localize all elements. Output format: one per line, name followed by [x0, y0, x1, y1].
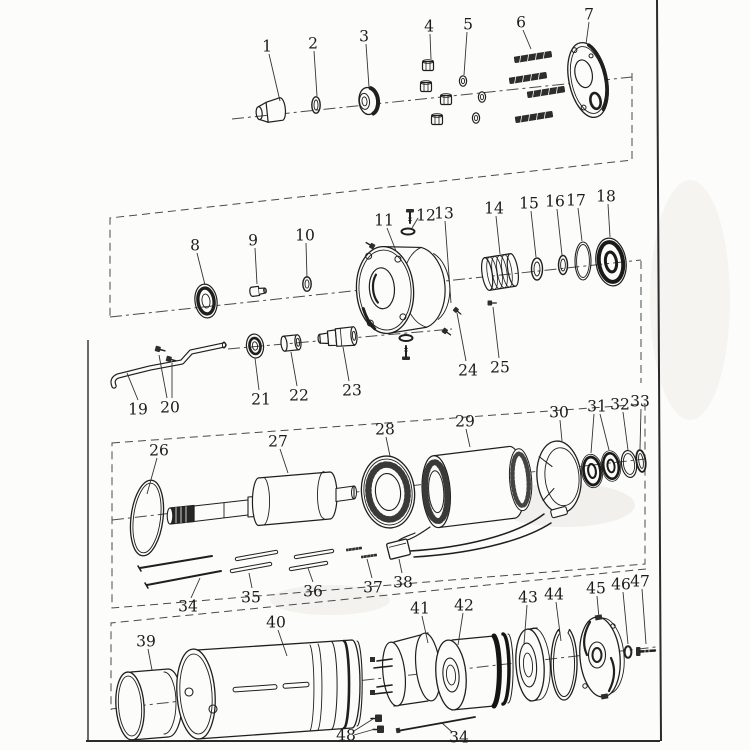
leader-line-48: [354, 729, 375, 735]
part-label-3: 3: [359, 27, 369, 46]
part-11-upper-bearing-housing: [354, 242, 453, 335]
part-label-7: 7: [584, 5, 594, 24]
part-38-cable-clamp: [386, 539, 410, 560]
part-36-pins: [291, 551, 332, 569]
leader-line-9: [255, 248, 257, 284]
part-label-38: 38: [393, 573, 413, 592]
part-label-1: 1: [262, 37, 272, 56]
leader-line-31: [591, 414, 594, 453]
part-39-adapter-sleeve: [114, 669, 182, 741]
leader-line-20: [159, 355, 167, 398]
part-label-5: 5: [463, 15, 473, 34]
part-45-pump-end-cover: [577, 614, 628, 699]
part-label-36: 36: [303, 582, 323, 601]
part-label-11: 11: [374, 211, 394, 230]
leader-line-28: [386, 437, 390, 456]
leader-line-37: [367, 559, 372, 578]
part-26-large-o-ring: [126, 478, 167, 557]
leader-line-21: [255, 358, 259, 390]
part-2-o-ring-small: [312, 97, 320, 113]
part-label-32: 32: [610, 395, 630, 414]
scan-shading: [270, 180, 730, 615]
part-label-19: 19: [128, 400, 148, 419]
leader-line-8: [197, 253, 205, 285]
leader-line-3: [366, 44, 369, 87]
part-label-10: 10: [295, 226, 315, 245]
part-31-bearings: [579, 449, 622, 489]
part-7-top-flange: [562, 39, 615, 121]
part-label-46: 46: [611, 575, 631, 594]
part-8-shaft-seal-ring: [193, 283, 220, 320]
part-44-snap-ring: [551, 630, 577, 701]
part-43-bearing-gland: [514, 627, 553, 702]
part-label-22: 22: [289, 386, 309, 405]
part-32-spacer-ring: [620, 450, 639, 479]
section-4-shell-and-pump-end-parts: [114, 614, 655, 741]
leader-line-22: [291, 352, 297, 386]
part-label-21: 21: [251, 390, 271, 409]
part-3-coupling-nut: [358, 87, 380, 116]
part-9-plug-bolt: [249, 285, 267, 296]
part-37-threaded-studs: [346, 547, 377, 559]
part-label-33: 33: [630, 392, 650, 411]
leader-line-34: [191, 578, 200, 598]
part-4-hex-nuts: [421, 60, 452, 125]
leader-line-32: [623, 412, 628, 450]
leader-line-26: [147, 458, 157, 494]
leader-line-31: [600, 414, 609, 450]
part-label-16: 16: [545, 192, 565, 211]
part-label-24: 24: [458, 361, 478, 380]
part-27-rotor-shaft: [167, 472, 356, 526]
leader-line-42: [458, 613, 463, 645]
part-label-48: 48: [336, 726, 356, 745]
leader-line-33: [640, 409, 641, 449]
part-41-capacitor-housing: [370, 632, 443, 707]
part-label-34: 34: [178, 597, 198, 616]
part-10-washer-ring: [303, 277, 311, 291]
leader-line-46: [623, 592, 628, 644]
part-label-27: 27: [268, 432, 288, 451]
part-14-spring-coupling: [480, 253, 521, 291]
leader-line-4: [430, 34, 431, 59]
part-label-15: 15: [519, 194, 539, 213]
leader-line-5: [464, 32, 467, 75]
part-label-26: 26: [149, 441, 169, 460]
part-label-23: 23: [342, 381, 362, 400]
leader-line-19: [127, 373, 138, 400]
leader-line-25: [493, 307, 499, 358]
leader-line-14: [496, 216, 500, 254]
leader-line-13: [445, 221, 451, 303]
part-46-seal-washer: [625, 646, 632, 658]
part-42-seal-housing: [433, 634, 513, 711]
part-28-stator-lamination-end: [358, 453, 418, 530]
leader-line-35: [249, 573, 252, 588]
part-label-2: 2: [308, 34, 318, 53]
leader-line-18: [608, 204, 610, 237]
part-number-labels: [127, 6, 650, 747]
part-label-8: 8: [190, 236, 200, 255]
leader-line-10: [306, 243, 307, 278]
leader-line-1: [269, 54, 280, 101]
part-label-12: 12: [416, 206, 436, 225]
part-label-34: 34: [449, 728, 469, 747]
part-23-valve-fitting: [317, 327, 357, 349]
part-35-pins: [232, 552, 276, 571]
part-18-ball-bearing: [593, 236, 629, 288]
part-label-25: 25: [490, 358, 510, 377]
part-label-40: 40: [266, 613, 286, 632]
part-label-13: 13: [434, 204, 454, 223]
part-label-35: 35: [241, 588, 261, 607]
leader-line-38: [399, 559, 402, 573]
part-label-45: 45: [586, 579, 606, 598]
part-label-44: 44: [544, 585, 564, 604]
part-label-28: 28: [375, 420, 395, 439]
part-label-42: 42: [454, 596, 474, 615]
part-label-6: 6: [516, 13, 526, 32]
part-29-stator-assembly: [419, 445, 534, 528]
part-label-47: 47: [630, 572, 650, 591]
leader-line-47: [642, 589, 646, 644]
part-16-retainer-ring: [559, 256, 568, 275]
part-label-18: 18: [596, 187, 616, 206]
part-15-o-ring: [532, 258, 543, 280]
part-label-43: 43: [518, 588, 538, 607]
part-5-spring-washers: [459, 76, 485, 123]
leader-line-16: [557, 209, 562, 255]
leader-line-36: [308, 568, 313, 582]
leader-line-15: [531, 211, 536, 257]
leader-line-2: [314, 51, 317, 96]
part-25-set-screw: [488, 301, 497, 306]
leader-line-29: [466, 429, 470, 447]
part-34-tie-rods-long: [138, 556, 221, 588]
leader-line-17: [578, 208, 582, 241]
leader-line-30: [560, 420, 562, 441]
part-label-37: 37: [363, 578, 383, 597]
part-label-39: 39: [136, 632, 156, 651]
leader-line-39: [148, 649, 152, 670]
part-label-4: 4: [424, 17, 434, 36]
part-48-terminal-screws: [371, 715, 384, 734]
leader-line-23: [343, 347, 349, 381]
leader-line-7: [586, 22, 589, 44]
part-label-29: 29: [455, 412, 475, 431]
leader-line-6: [523, 30, 531, 49]
part-20-pipe-screws: [155, 346, 177, 364]
part-17-gasket-ring: [575, 242, 591, 280]
part-label-17: 17: [566, 191, 586, 210]
leader-line-45: [597, 596, 599, 618]
part-label-14: 14: [484, 199, 504, 218]
part-label-20: 20: [160, 398, 180, 417]
part-label-41: 41: [410, 599, 430, 618]
leader-line-24: [457, 313, 466, 361]
leader-line-27: [280, 449, 288, 473]
part-40-motor-shell: [174, 640, 362, 740]
part-label-9: 9: [248, 231, 258, 250]
part-1-cable-bushing: [255, 97, 287, 123]
part-label-31: 31: [587, 397, 607, 416]
part-label-30: 30: [549, 403, 569, 422]
